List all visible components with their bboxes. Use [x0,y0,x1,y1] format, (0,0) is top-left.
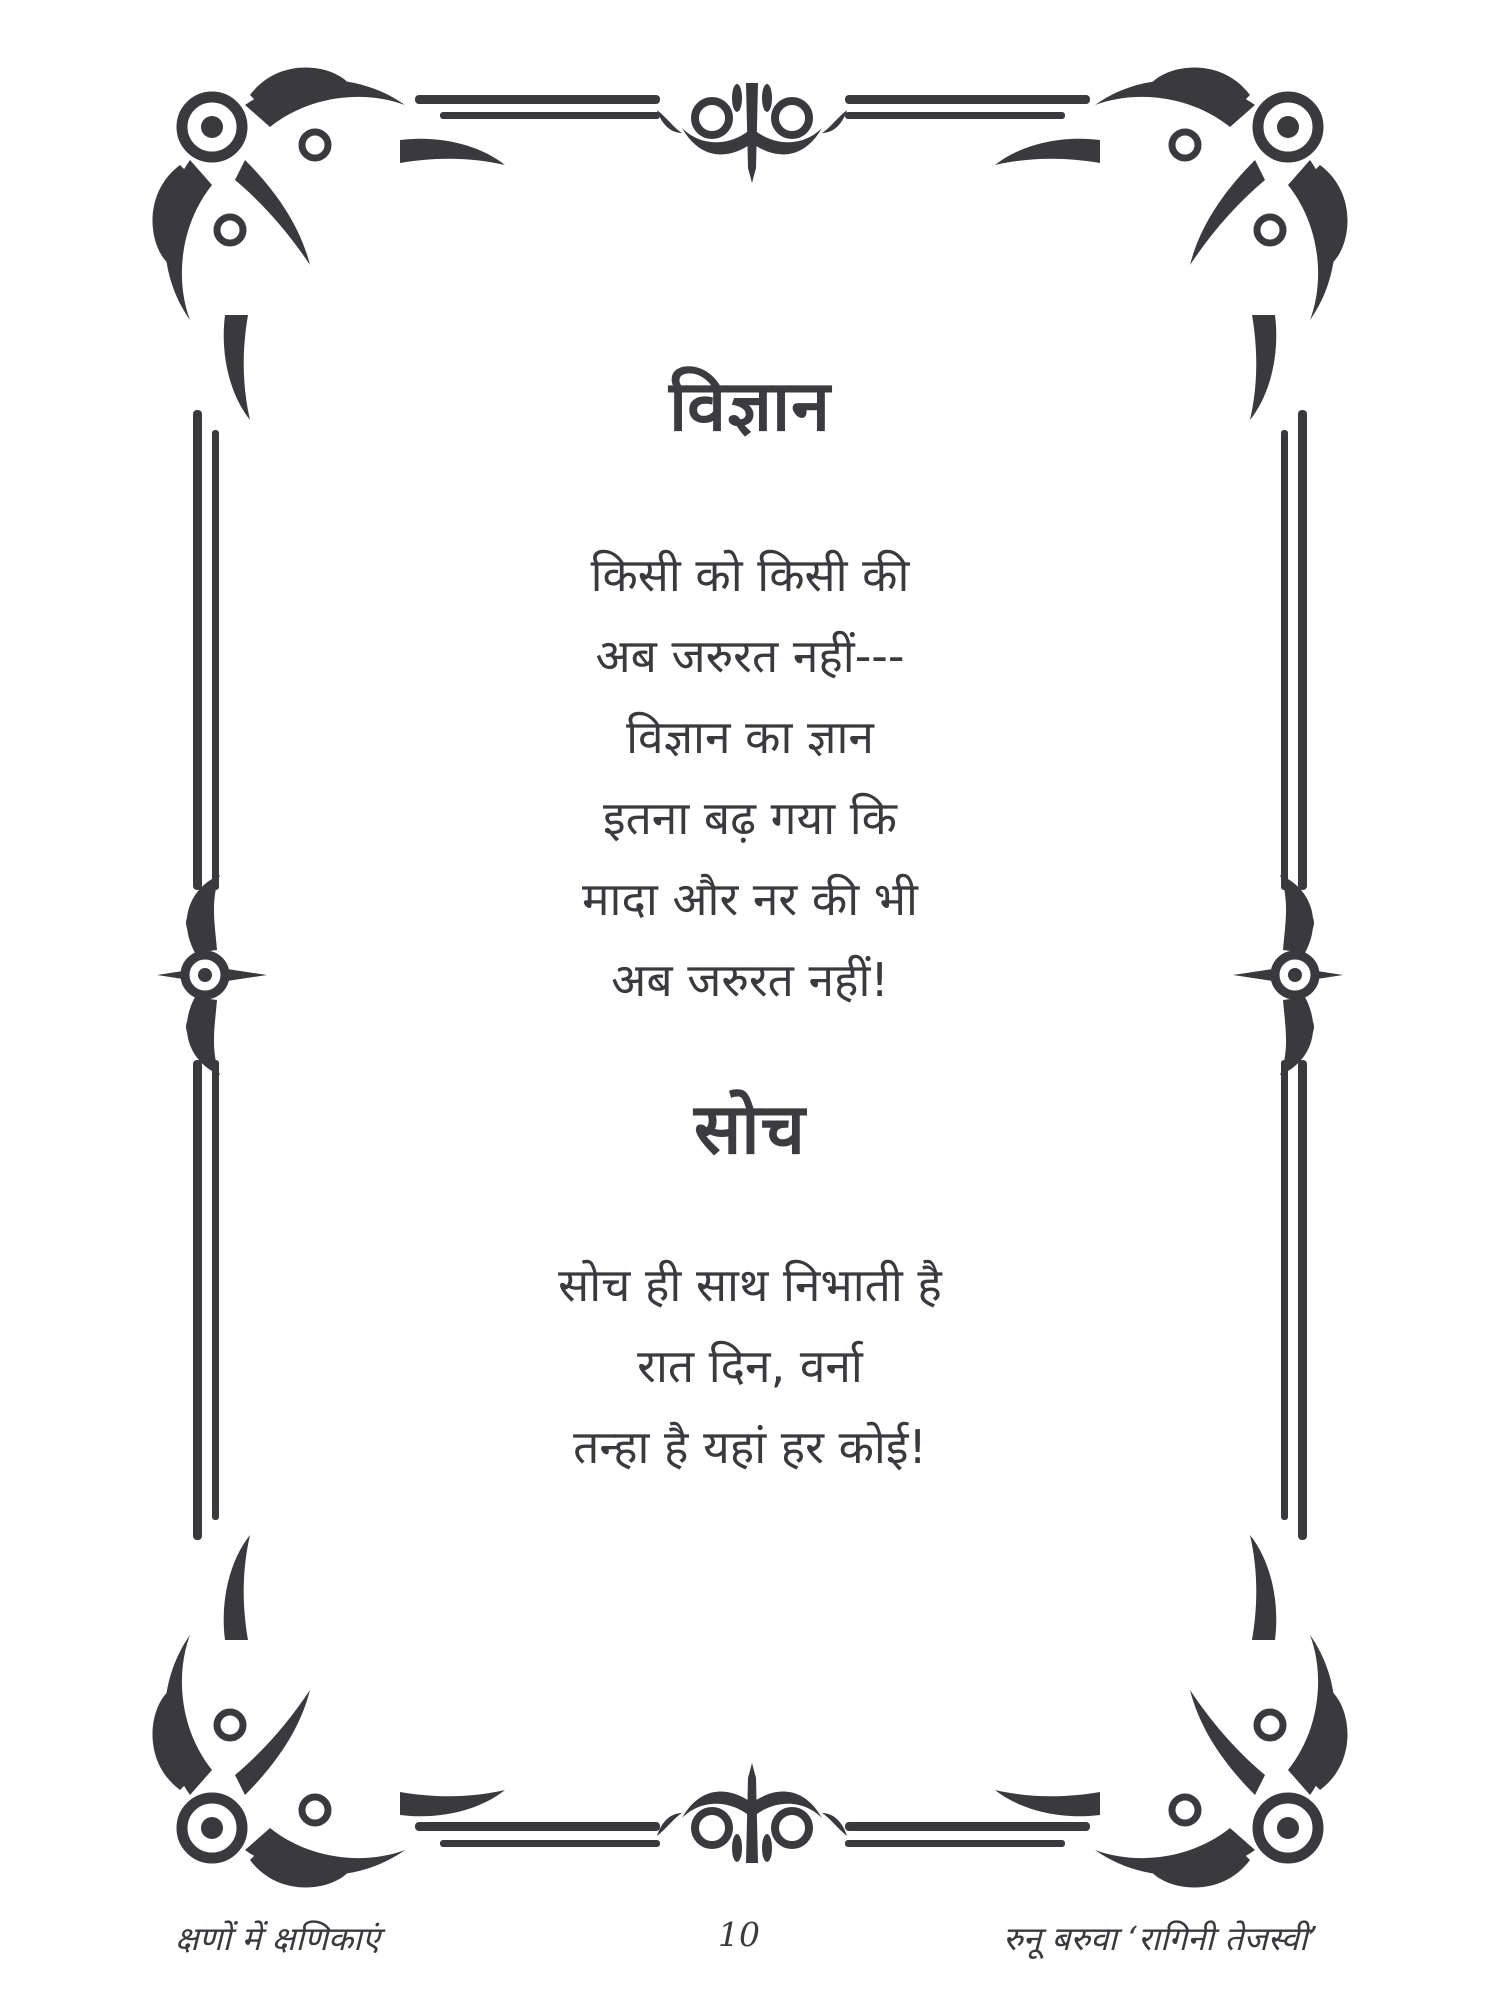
poem-line: किसी को किसी की [590,548,910,602]
poem-line: अब जरुरत नहीं--- [595,629,905,683]
poem-line: इतना बढ़ गया कि [602,791,897,845]
footer-book-title: क्षणों में क्षणिकाएं [175,1919,380,1958]
corner-flourish-icon [995,1535,1348,1888]
poem-line: विज्ञान का ज्ञान [626,710,874,764]
bottom-finial-icon [657,1763,847,1863]
poem-line: सोच ही साथ निभाती है [558,1258,942,1312]
poem-title-soch: सोच [694,1088,806,1170]
footer-page-number: 10 [718,1915,760,1954]
poem-title-vigyan: विज्ञान [669,365,831,447]
poem-line: अब जरुरत नहीं! [611,953,889,1007]
poem-line: मादा और नर की भी [582,872,918,926]
poem-line: रात दिन, वर्ना [637,1339,863,1393]
poem-line: तन्हा है यहां हर कोई! [573,1420,927,1474]
corner-flourish-icon [153,1535,506,1888]
poem-body-vigyan [0,535,1500,1021]
top-finial-icon [657,83,847,183]
footer-author: रुनू बरुवा ‘रागिनी तेजस्वी’ [1002,1919,1318,1958]
poem-body-soch [0,1245,1500,1488]
